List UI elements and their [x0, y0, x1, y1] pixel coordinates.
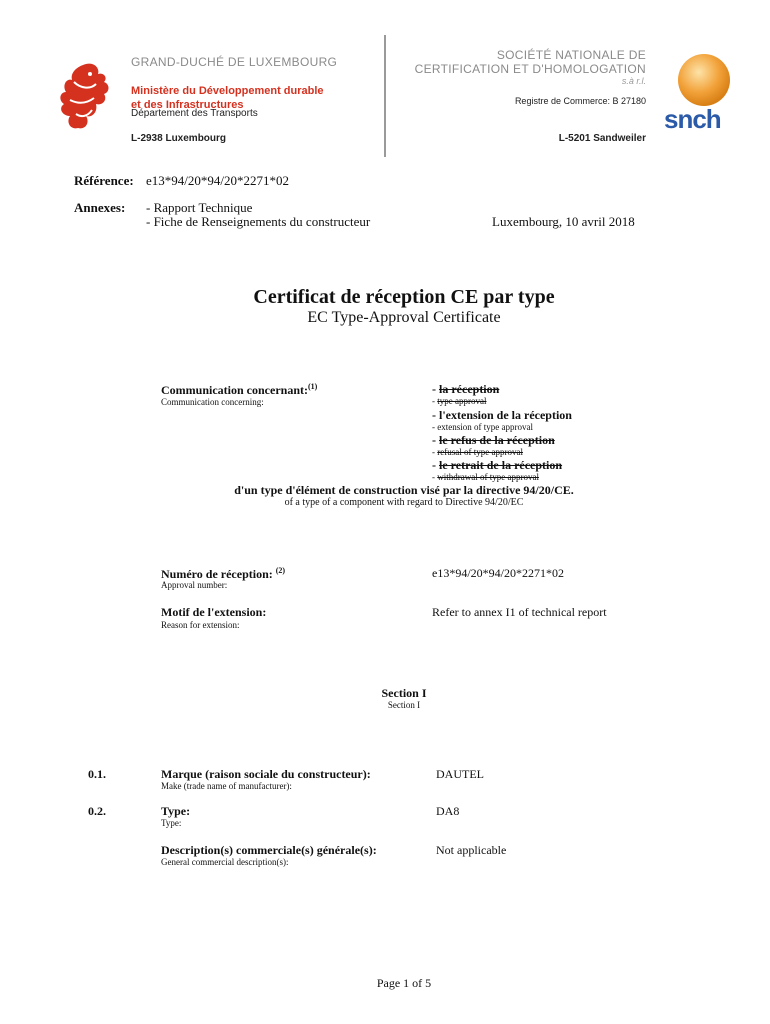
option-reception-en: - type approval — [432, 396, 487, 406]
ministry-line-1: Ministère du Développement durable — [131, 85, 324, 97]
snch-logo — [662, 50, 738, 138]
lion-icon — [56, 60, 114, 134]
company-line-2: CERTIFICATION ET D'HOMOLOGATION — [414, 62, 646, 76]
certificate-title: Certificat de réception CE par type — [253, 286, 555, 308]
reference-value: e13*94/20*94/20*2271*02 — [146, 173, 289, 188]
option-text-en: type approval — [437, 396, 487, 406]
department-name: Département des Transports — [131, 108, 258, 119]
option-extension-en: - extension of type approval — [432, 422, 533, 432]
item-value: DAUTEL — [436, 767, 484, 781]
item-value: DA8 — [436, 804, 460, 818]
country-title: GRAND-DUCHÉ DE LUXEMBOURG — [131, 55, 338, 69]
left-address: L-2938 Luxembourg — [131, 133, 227, 144]
option-refusal-en: - refusal of type approval — [432, 447, 523, 457]
communication-label — [161, 382, 317, 398]
snch-logo-text: snch — [664, 104, 721, 134]
item-number: 0.2. — [88, 804, 106, 818]
right-address: L-5201 Sandweiler — [558, 133, 646, 144]
extension-reason-value: Refer to annex I1 of technical report — [432, 605, 607, 619]
option-reception: - la réception — [432, 382, 500, 396]
communication-label-en: Communication concerning: — [161, 397, 264, 407]
directive-statement-en: of a type of a component with regard to Directive 94/20/EC — [284, 497, 524, 508]
communication-label-text: Communication concernant: — [161, 383, 308, 397]
ministry-line-2: et des Infrastructures — [131, 99, 244, 111]
annex-item: - Rapport Technique — [146, 200, 253, 215]
option-withdrawal: - le retrait de la réception — [432, 458, 563, 472]
option-text: le refus de la réception — [439, 433, 555, 447]
item-label-en: Type: — [161, 818, 182, 828]
directive-statement: d'un type d'élément de construction visé par la directive 94/20/CE. — [234, 483, 574, 497]
item-label: Marque (raison sociale du constructeur): — [161, 767, 371, 781]
section-title: Section I — [381, 686, 427, 700]
annex-item: - Fiche de Renseignements du constructeur — [146, 214, 371, 229]
option-extension: - l'extension de la réception — [432, 408, 572, 422]
option-text: l'extension de la réception — [439, 408, 572, 422]
snch-company-name — [415, 48, 646, 76]
footnote-ref: (2) — [275, 566, 286, 575]
section-title-en: Section I — [387, 700, 421, 710]
approval-number-label-en: Approval number: — [161, 580, 228, 590]
annexes-label: Annexes: — [74, 200, 126, 215]
footnote-ref: (1) — [308, 382, 318, 391]
option-withdrawal-en: - withdrawal of type approval — [432, 472, 539, 482]
option-text-en: extension of type approval — [437, 422, 533, 432]
option-text-en: refusal of type approval — [437, 447, 523, 457]
item-label-en: General commercial description(s): — [161, 857, 289, 867]
extension-reason-label-en: Reason for extension: — [161, 620, 240, 630]
item-label: Description(s) commerciale(s) générale(s): — [161, 843, 377, 857]
approval-number-value: e13*94/20*94/20*2271*02 — [432, 566, 564, 580]
company-form: s.à r.l. — [621, 76, 646, 86]
reference-label: Référence: — [74, 173, 134, 188]
page-number: Page 1 of 5 — [376, 976, 432, 990]
option-text-en: withdrawal of type approval — [437, 472, 539, 482]
option-text: la réception — [439, 382, 500, 396]
extension-reason-label: Motif de l'extension: — [161, 605, 267, 619]
company-line-1: SOCIÉTÉ NATIONALE DE — [496, 48, 646, 62]
item-label-en: Make (trade name of manufacturer): — [161, 781, 292, 791]
item-number: 0.1. — [88, 767, 106, 781]
place-date: Luxembourg, 10 avril 2018 — [492, 214, 635, 229]
trade-register: Registre de Commerce: B 27180 — [514, 96, 646, 106]
header-divider — [384, 35, 386, 157]
certificate-subtitle: EC Type-Approval Certificate — [307, 309, 501, 326]
approval-number-label-text: Numéro de réception: — [161, 567, 273, 581]
item-label: Type: — [161, 804, 191, 818]
item-value: Not applicable — [436, 843, 507, 857]
option-refusal: - le refus de la réception — [432, 433, 555, 447]
luxembourg-lion-logo — [56, 60, 114, 134]
option-text: le retrait de la réception — [439, 458, 563, 472]
